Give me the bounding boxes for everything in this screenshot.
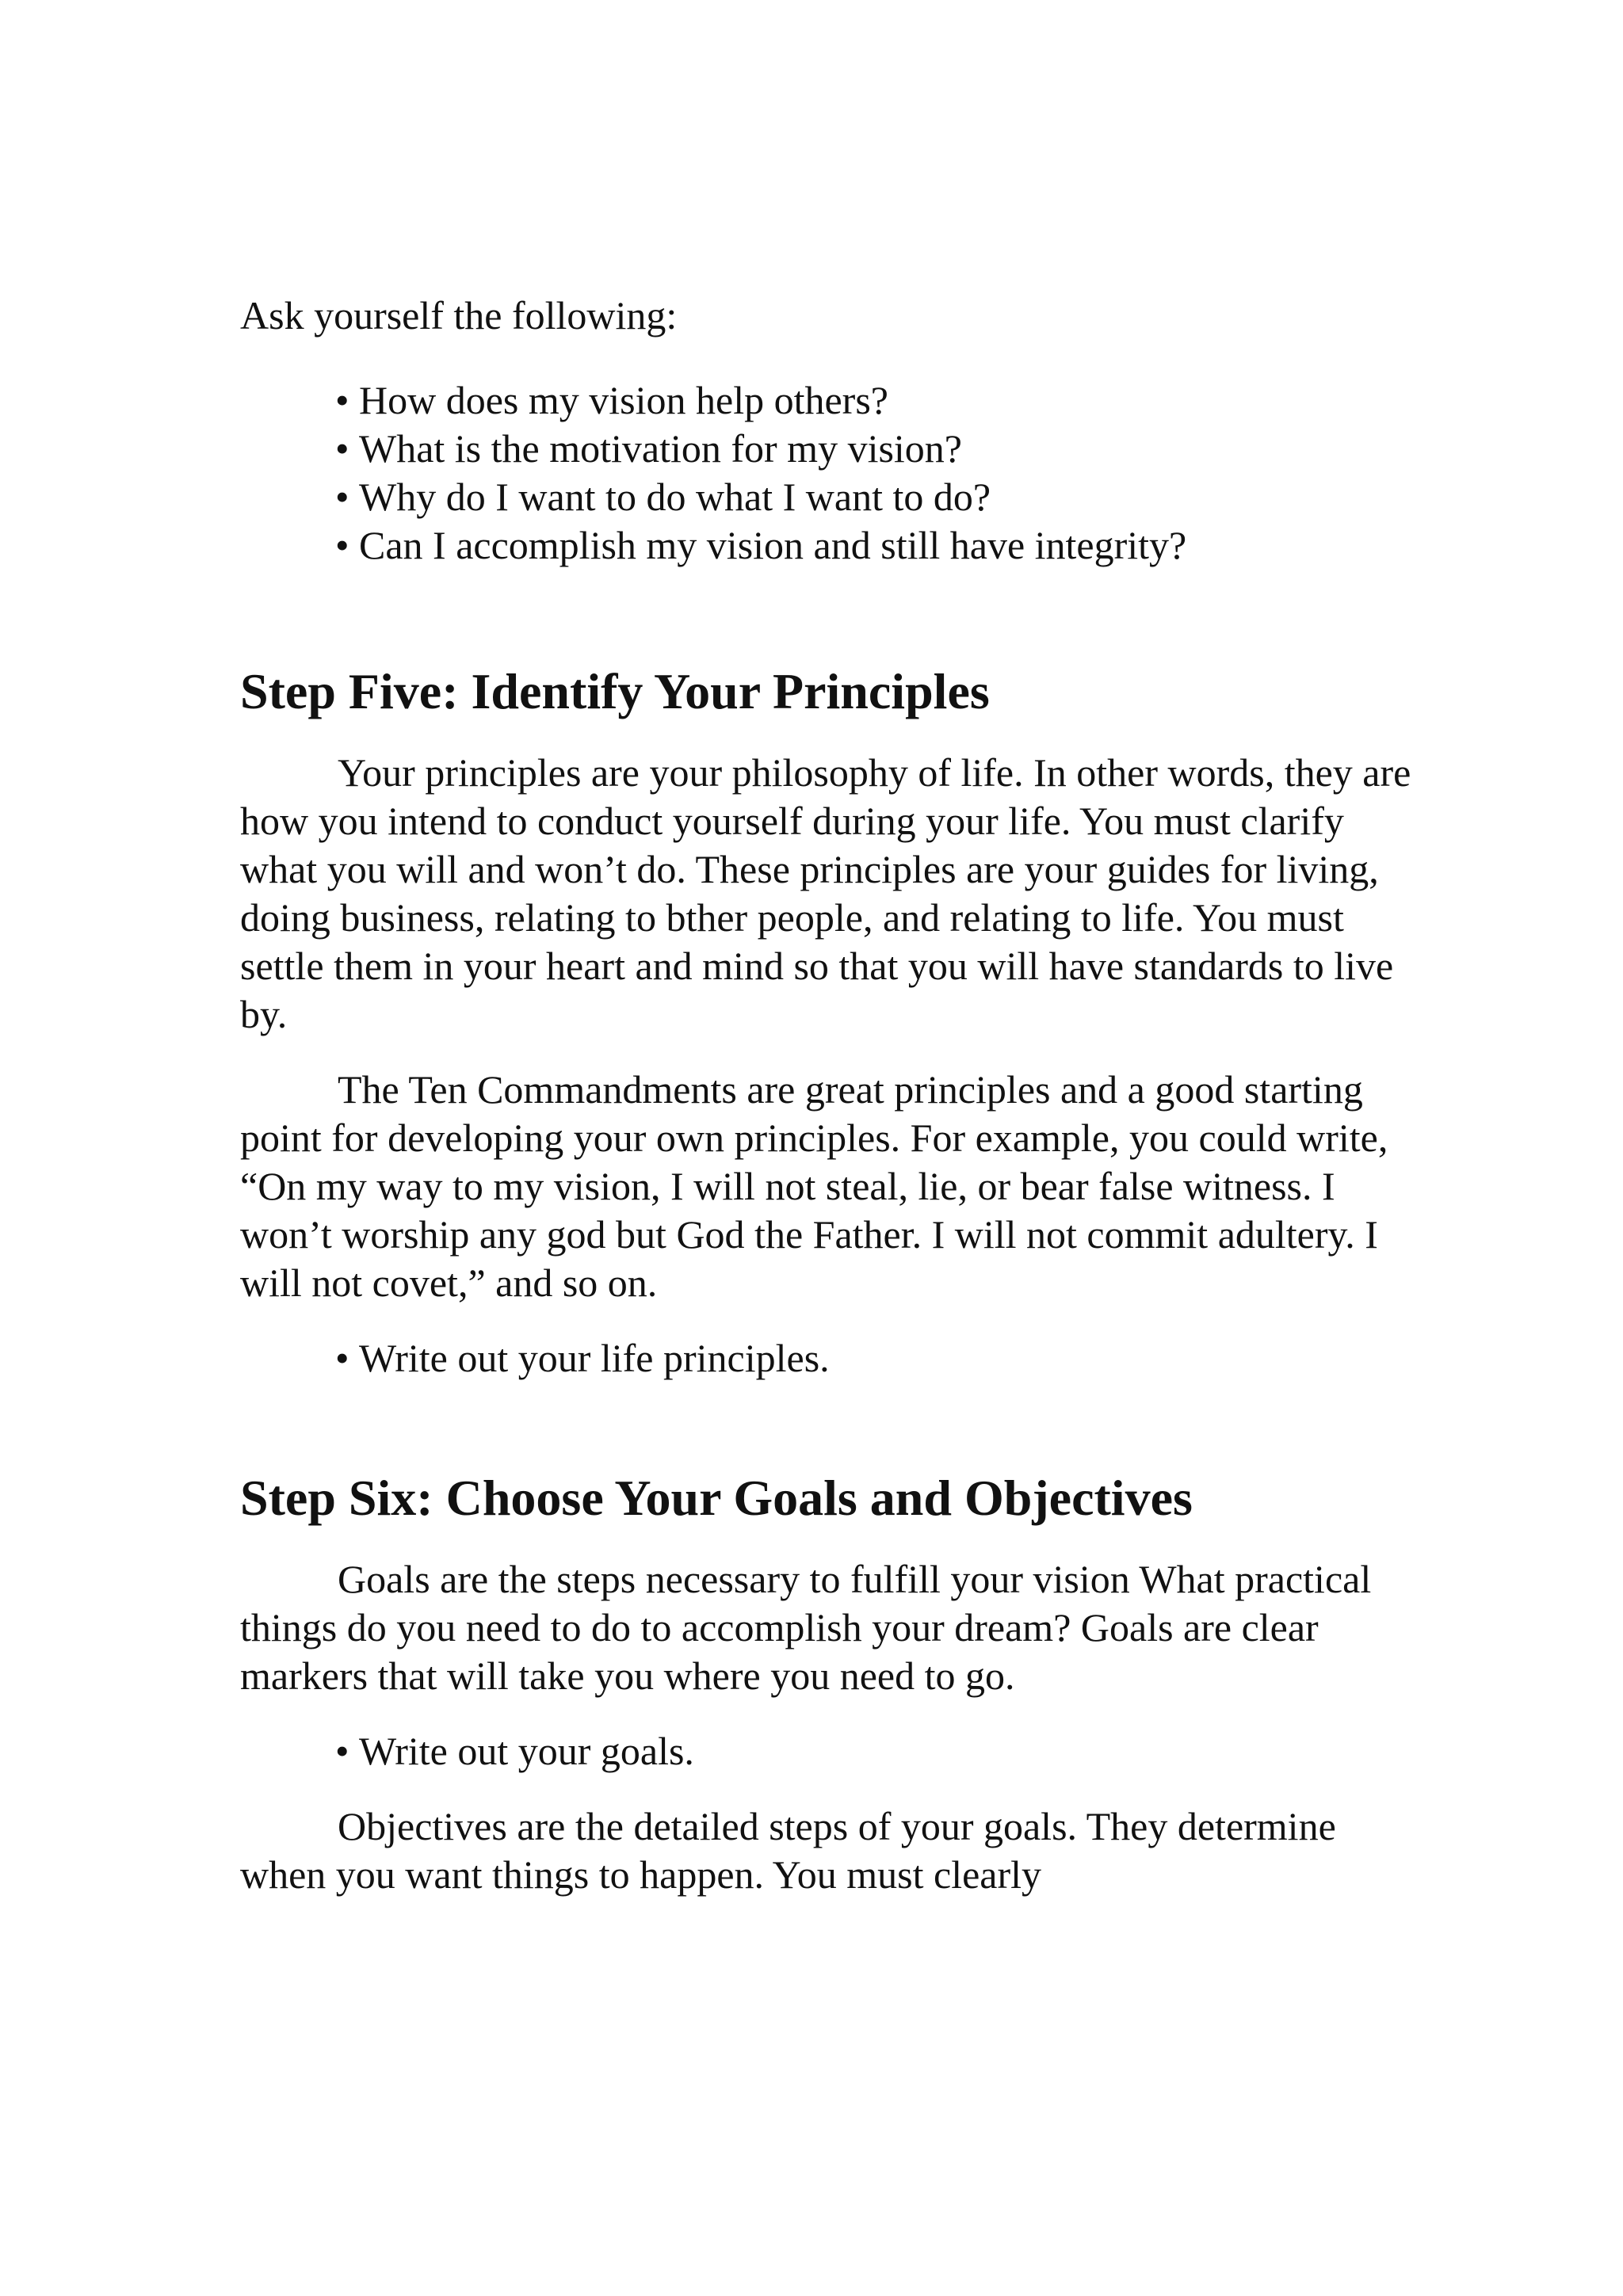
list-item: • Write out your goals.: [335, 1727, 1413, 1775]
list-item: • Why do I want to do what I want to do?: [335, 473, 1413, 521]
step-five-heading: Step Five: Identify Your Principles: [240, 663, 990, 719]
list-item: • Write out your life principles.: [335, 1334, 1413, 1383]
step-five-bullet-list: [240, 1334, 1413, 1383]
list-item: • Can I accomplish my vision and still have integrity?: [335, 521, 1413, 570]
list-item: • What is the motivation for my vision?: [335, 425, 1413, 473]
step-five-paragraph-2: The Ten Commandments are great principles and a good starting point for developing your own principles. For example, you could write, “On my way to my vision, I will not steal, lie, or bear false witness. I won’t worship any god but God the Father. I will not commit adultery. I will not covet,” and so on.: [240, 1067, 1388, 1305]
list-item: • How does my vision help others?: [335, 376, 1413, 425]
page-content: [240, 292, 1413, 1899]
step-five-paragraph-1: Your principles are your philosophy of life. In other words, they are how you intend to conduct yourself during your life. You must clarify what you will and won’t do. These principles are your guides for living, doing business, relating to bther people, and relating to life. You must settle them in your heart and mind so that you will have standards to live by.: [240, 750, 1411, 1036]
step-six-bullet-list: [240, 1727, 1413, 1775]
intro-text: Ask yourself the following:: [240, 293, 678, 338]
step-six-heading: Step Six: Choose Your Goals and Objectives: [240, 1470, 1193, 1526]
step-six-paragraph-1: Goals are the steps necessary to fulfill your vision What practical things do you need to do to accomplish your dream? Goals are clear markers that will take you where you need to go.: [240, 1557, 1372, 1698]
step-six-paragraph-2: Objectives are the detailed steps of your goals. They determine when you want things to happen. You must clearly: [240, 1804, 1336, 1897]
question-list: [240, 376, 1413, 570]
